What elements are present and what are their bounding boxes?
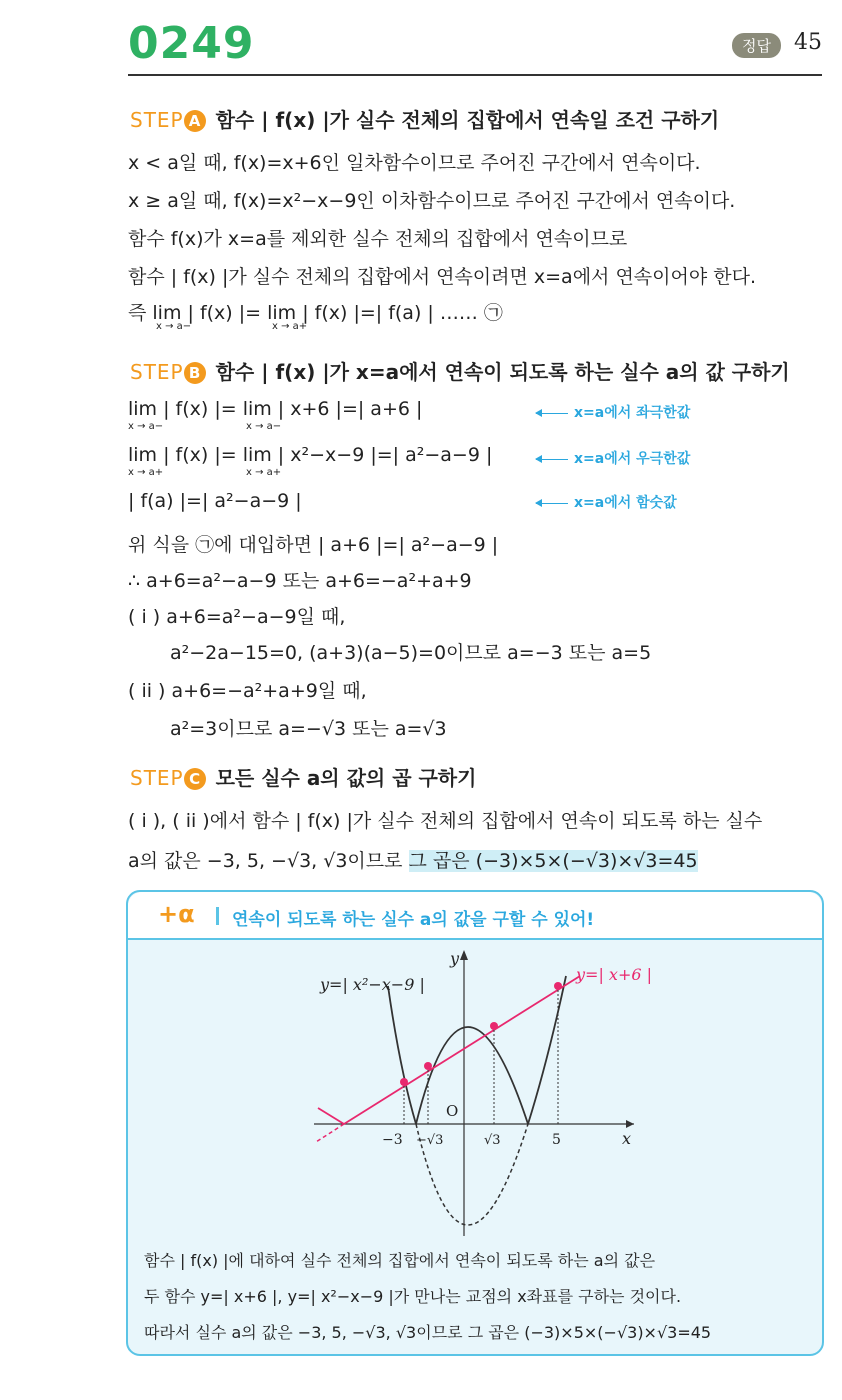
origin-label: O	[446, 1102, 459, 1120]
case-ii-body: a²=3이므로 a=−√3 또는 a=√3	[170, 718, 447, 740]
tick-label: −√3	[416, 1133, 444, 1148]
y-axis-label: y	[450, 949, 460, 968]
case-i-body: a²−2a−15=0, (a+3)(a−5)=0이므로 a=−3 또는 a=5	[170, 642, 652, 664]
step-label: STEP	[130, 766, 184, 790]
step-c-line-1: ( i ), ( ii )에서 함수 | f(x) |가 실수 전체의 집합에서 연속이 되도록 하는 실수	[128, 810, 763, 832]
note-text: x=a에서 좌극한값	[574, 405, 691, 421]
limit-subscript: x → a+	[272, 321, 308, 332]
note-text: x=a에서 우극한값	[574, 451, 691, 467]
step-b-line-1: lim | f(x) |= lim | x+6 |=| a+6 |	[128, 398, 423, 420]
step-b-badge: B	[184, 362, 206, 384]
tip-box-title: 연속이 되도록 하는 실수 a의 값을 구할 수 있어!	[232, 905, 594, 930]
step-a-line-3: 함수 f(x)가 x=a를 제외한 실수 전체의 집합에서 연속이므로	[128, 228, 628, 250]
tip-line-3: 따라서 실수 a의 값은 −3, 5, −√3, √3이므로 그 곱은 (−3)×5×(−√3)×√3=45	[144, 1323, 712, 1342]
step-label: STEP	[130, 360, 184, 384]
step-b-line-4: 위 식을 ㉠에 대입하면 | a+6 |=| a²−a−9 |	[128, 534, 499, 556]
answer-badge: 정답	[732, 33, 781, 58]
step-a-line-1: x < a일 때, f(x)=x+6인 일차함수이므로 주어진 구간에서 연속이다.	[128, 152, 701, 174]
step-b-title: 함수 | f(x) |가 x=a에서 연속이 되도록 하는 실수 a의 값 구하기	[215, 360, 790, 384]
x-axis-label: x	[622, 1129, 632, 1148]
right-limit-note	[536, 448, 690, 468]
step-a-title: 함수 | f(x) |가 실수 전체의 집합에서 연속일 조건 구하기	[215, 108, 720, 132]
y-axis-arrow	[460, 950, 468, 960]
function-value-note	[536, 492, 677, 512]
abs-parabola-left	[388, 986, 416, 1124]
plus-alpha-icon: +α	[158, 900, 195, 928]
curve-label: y=| x²−x−9 |	[320, 975, 425, 994]
intersection-point	[424, 1062, 432, 1070]
final-answer-highlight: 그 곱은 (−3)×5×(−√3)×√3=45	[408, 850, 698, 872]
step-b-line-5: ∴ a+6=a²−a−9 또는 a+6=−a²+a+9	[128, 570, 472, 592]
step-label: STEP	[130, 108, 184, 132]
step-c-line-2	[128, 846, 698, 873]
abs-parabola-middle	[416, 1027, 528, 1124]
abs-line-left	[318, 1108, 344, 1124]
step-b-line-3: | f(a) |=| a²−a−9 |	[128, 490, 302, 512]
header-divider	[128, 74, 822, 76]
note-text: x=a에서 함숫값	[574, 495, 677, 511]
arrow-left-icon	[536, 503, 568, 504]
tip-line-1: 함수 | f(x) |에 대하여 실수 전체의 집합에서 연속이 되도록 하는 a의 값은	[144, 1251, 656, 1270]
case-i-heading: ( i ) a+6=a²−a−9일 때,	[128, 606, 346, 628]
intersection-point	[400, 1078, 408, 1086]
limit-subscript: x → a+	[246, 467, 282, 478]
limit-subscript: x → a+	[128, 467, 164, 478]
step-c-heading	[130, 762, 476, 791]
arrow-left-icon	[536, 459, 568, 460]
limit-subscript: x → a−	[156, 321, 192, 332]
abs-line-right	[344, 976, 580, 1124]
intersection-point	[490, 1022, 498, 1030]
answer-value: 45	[794, 30, 822, 55]
step-a-badge: A	[184, 110, 206, 132]
line-dashed-extension	[316, 1124, 344, 1142]
step-c-title: 모든 실수 a의 값의 곱 구하기	[215, 766, 477, 790]
problem-number: 0249	[128, 18, 255, 69]
abs-parabola-right	[528, 976, 566, 1124]
tip-box-header	[128, 892, 822, 940]
tick-label: −3	[382, 1132, 403, 1148]
limit-subscript: x → a−	[246, 421, 282, 432]
arrow-left-icon	[536, 413, 568, 414]
limit-subscript: x → a−	[128, 421, 164, 432]
function-graph	[304, 940, 653, 1240]
x-axis-arrow	[626, 1120, 634, 1128]
step-b-line-2: lim | f(x) |= lim | x²−x−9 |=| a²−a−9 |	[128, 444, 493, 466]
tip-line-2: 두 함수 y=| x+6 |, y=| x²−x−9 |가 만나는 교점의 x좌표를 구하는 것이다.	[144, 1287, 682, 1306]
tick-label: 5	[552, 1132, 561, 1148]
step-a-line-4: 함수 | f(x) |가 실수 전체의 집합에서 연속이려면 x=a에서 연속이어야 한다.	[128, 266, 757, 288]
step-c-badge: C	[184, 768, 206, 790]
case-ii-heading: ( ii ) a+6=−a²+a+9일 때,	[128, 680, 367, 702]
step-b-heading	[130, 356, 790, 385]
step-a-heading	[130, 104, 719, 133]
tick-label: √3	[484, 1133, 501, 1148]
step-a-line-5: 즉 lim | f(x) |= lim | f(x) |=| f(a) | …… ㉠	[128, 302, 503, 324]
step-a-line-2: x ≥ a일 때, f(x)=x²−x−9인 이차함수이므로 주어진 구간에서 연속이다.	[128, 190, 736, 212]
intersection-point	[554, 982, 562, 990]
line-label: y=| x+6 |	[576, 965, 653, 984]
left-limit-note	[536, 402, 690, 422]
tip-box	[126, 890, 824, 1356]
step-c-text: a의 값은 −3, 5, −√3, √3이므로	[128, 850, 409, 872]
